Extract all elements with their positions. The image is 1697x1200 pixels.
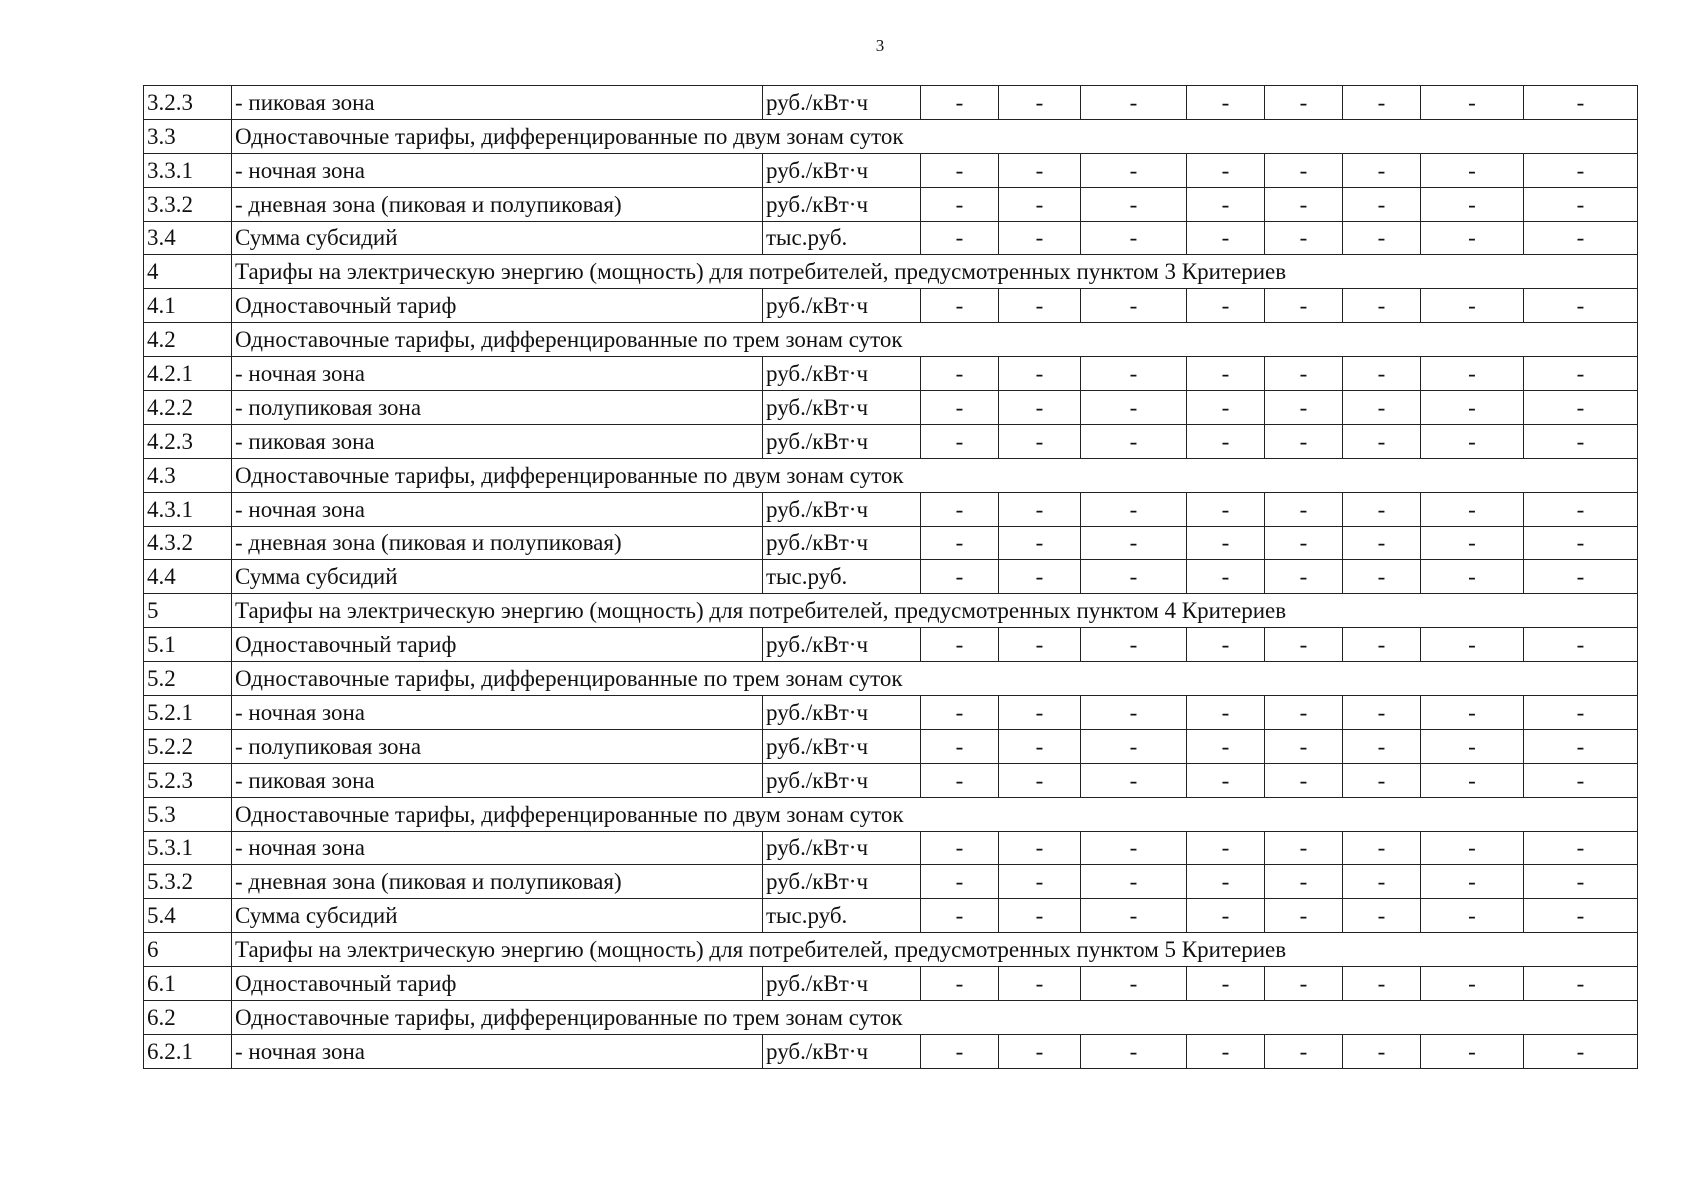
- table-row: [144, 899, 1638, 933]
- section-row: [144, 933, 1638, 967]
- value-cell: -: [1187, 391, 1265, 425]
- value-cell: -: [999, 899, 1081, 933]
- value-cell: -: [999, 560, 1081, 594]
- row-unit: руб./кВт·ч: [763, 967, 921, 1001]
- value-cell: -: [1265, 289, 1343, 323]
- row-number: 5.1: [144, 628, 232, 662]
- value-cell: -: [1265, 967, 1343, 1001]
- row-number: 6.1: [144, 967, 232, 1001]
- value-cell: -: [1081, 187, 1187, 221]
- value-cell: -: [1265, 526, 1343, 560]
- row-number: 6.2.1: [144, 1034, 232, 1068]
- row-unit: руб./кВт·ч: [763, 357, 921, 391]
- section-row: [144, 323, 1638, 357]
- row-label: - ночная зона: [232, 831, 763, 865]
- row-label: Сумма субсидий: [232, 560, 763, 594]
- value-cell: -: [1187, 357, 1265, 391]
- value-cell: -: [1421, 560, 1524, 594]
- value-cell: -: [1187, 289, 1265, 323]
- row-label: Одноставочный тариф: [232, 628, 763, 662]
- value-cell: -: [1187, 424, 1265, 458]
- value-cell: -: [1524, 628, 1638, 662]
- value-cell: -: [921, 357, 999, 391]
- value-cell: -: [1421, 391, 1524, 425]
- value-cell: -: [1421, 729, 1524, 763]
- value-cell: -: [1524, 560, 1638, 594]
- tariff-table: [143, 85, 1638, 1069]
- value-cell: -: [1187, 187, 1265, 221]
- value-cell: -: [1343, 560, 1421, 594]
- row-number: 3.3: [144, 119, 232, 153]
- value-cell: -: [1187, 1034, 1265, 1068]
- value-cell: -: [1343, 1034, 1421, 1068]
- row-unit: руб./кВт·ч: [763, 424, 921, 458]
- value-cell: -: [999, 763, 1081, 797]
- value-cell: -: [1524, 696, 1638, 730]
- value-cell: -: [1081, 391, 1187, 425]
- value-cell: -: [921, 424, 999, 458]
- value-cell: -: [1265, 899, 1343, 933]
- value-cell: -: [1265, 357, 1343, 391]
- table-row: [144, 831, 1638, 865]
- value-cell: -: [1524, 526, 1638, 560]
- table-row: [144, 696, 1638, 730]
- section-row: [144, 1001, 1638, 1035]
- section-row: [144, 594, 1638, 628]
- table-row: [144, 86, 1638, 120]
- section-title: Одноставочные тарифы, дифференцированные по трем зонам суток: [232, 662, 1638, 696]
- table-row: [144, 1034, 1638, 1068]
- row-label: - полупиковая зона: [232, 729, 763, 763]
- row-number: 4.1: [144, 289, 232, 323]
- value-cell: -: [1421, 289, 1524, 323]
- value-cell: -: [1081, 729, 1187, 763]
- row-label: - пиковая зона: [232, 424, 763, 458]
- value-cell: -: [1187, 628, 1265, 662]
- section-title: Одноставочные тарифы, дифференцированные по трем зонам суток: [232, 323, 1638, 357]
- value-cell: -: [1421, 831, 1524, 865]
- value-cell: -: [1081, 696, 1187, 730]
- row-label: - дневная зона (пиковая и полупиковая): [232, 526, 763, 560]
- row-number: 5.2.3: [144, 763, 232, 797]
- value-cell: -: [1265, 729, 1343, 763]
- value-cell: -: [921, 899, 999, 933]
- section-title: Тарифы на электрическую энергию (мощность) для потребителей, предусмотренных пунктом 3 Критериев: [232, 255, 1638, 289]
- table-row: [144, 729, 1638, 763]
- value-cell: -: [999, 187, 1081, 221]
- row-number: 5.2.2: [144, 729, 232, 763]
- value-cell: -: [1081, 763, 1187, 797]
- value-cell: -: [1187, 831, 1265, 865]
- value-cell: -: [1343, 729, 1421, 763]
- row-number: 5.2.1: [144, 696, 232, 730]
- value-cell: -: [1524, 899, 1638, 933]
- row-label: - пиковая зона: [232, 763, 763, 797]
- row-number: 4: [144, 255, 232, 289]
- row-unit: руб./кВт·ч: [763, 763, 921, 797]
- value-cell: -: [999, 628, 1081, 662]
- value-cell: -: [1187, 221, 1265, 255]
- value-cell: -: [1081, 865, 1187, 899]
- value-cell: -: [1343, 763, 1421, 797]
- section-row: [144, 119, 1638, 153]
- value-cell: -: [921, 831, 999, 865]
- value-cell: -: [1187, 526, 1265, 560]
- table-row: [144, 865, 1638, 899]
- value-cell: -: [1265, 831, 1343, 865]
- table-row: [144, 628, 1638, 662]
- row-unit: руб./кВт·ч: [763, 729, 921, 763]
- value-cell: -: [1265, 153, 1343, 187]
- value-cell: -: [1524, 187, 1638, 221]
- value-cell: -: [1524, 357, 1638, 391]
- row-label: - полупиковая зона: [232, 391, 763, 425]
- value-cell: -: [1265, 492, 1343, 526]
- table-row: [144, 221, 1638, 255]
- value-cell: -: [1524, 391, 1638, 425]
- section-row: [144, 662, 1638, 696]
- value-cell: -: [1524, 289, 1638, 323]
- row-unit: руб./кВт·ч: [763, 1034, 921, 1068]
- table-row: [144, 357, 1638, 391]
- value-cell: -: [1421, 967, 1524, 1001]
- value-cell: -: [1081, 628, 1187, 662]
- value-cell: -: [999, 86, 1081, 120]
- row-number: 4.4: [144, 560, 232, 594]
- row-number: 3.3.1: [144, 153, 232, 187]
- value-cell: -: [1265, 391, 1343, 425]
- value-cell: -: [999, 831, 1081, 865]
- value-cell: -: [1524, 865, 1638, 899]
- value-cell: -: [1081, 967, 1187, 1001]
- value-cell: -: [1081, 86, 1187, 120]
- value-cell: -: [999, 1034, 1081, 1068]
- value-cell: -: [1081, 492, 1187, 526]
- value-cell: -: [999, 729, 1081, 763]
- section-title: Одноставочные тарифы, дифференцированные по трем зонам суток: [232, 1001, 1638, 1035]
- row-number: 4.2.1: [144, 357, 232, 391]
- value-cell: -: [1421, 899, 1524, 933]
- value-cell: -: [921, 526, 999, 560]
- value-cell: -: [1265, 86, 1343, 120]
- value-cell: -: [1343, 424, 1421, 458]
- value-cell: -: [1081, 526, 1187, 560]
- value-cell: -: [921, 696, 999, 730]
- value-cell: -: [1421, 187, 1524, 221]
- value-cell: -: [1421, 86, 1524, 120]
- row-unit: руб./кВт·ч: [763, 153, 921, 187]
- section-title: Тарифы на электрическую энергию (мощность) для потребителей, предусмотренных пунктом 4 Критериев: [232, 594, 1638, 628]
- value-cell: -: [1421, 628, 1524, 662]
- table-row: [144, 492, 1638, 526]
- section-title: Одноставочные тарифы, дифференцированные по двум зонам суток: [232, 797, 1638, 831]
- value-cell: -: [1343, 391, 1421, 425]
- row-unit: руб./кВт·ч: [763, 86, 921, 120]
- value-cell: -: [999, 391, 1081, 425]
- value-cell: -: [921, 865, 999, 899]
- value-cell: -: [1343, 696, 1421, 730]
- row-label: - ночная зона: [232, 492, 763, 526]
- value-cell: -: [1343, 86, 1421, 120]
- row-label: - ночная зона: [232, 357, 763, 391]
- value-cell: -: [1187, 729, 1265, 763]
- row-label: - дневная зона (пиковая и полупиковая): [232, 865, 763, 899]
- value-cell: -: [1187, 967, 1265, 1001]
- row-label: Одноставочный тариф: [232, 967, 763, 1001]
- value-cell: -: [999, 696, 1081, 730]
- value-cell: -: [921, 289, 999, 323]
- value-cell: -: [1265, 628, 1343, 662]
- row-label: - ночная зона: [232, 153, 763, 187]
- section-title: Тарифы на электрическую энергию (мощность) для потребителей, предусмотренных пунктом 5 Критериев: [232, 933, 1638, 967]
- table-row: [144, 526, 1638, 560]
- row-label: - ночная зона: [232, 696, 763, 730]
- row-number: 3.2.3: [144, 86, 232, 120]
- value-cell: -: [921, 391, 999, 425]
- value-cell: -: [1343, 492, 1421, 526]
- value-cell: -: [921, 628, 999, 662]
- value-cell: -: [999, 289, 1081, 323]
- table-row: [144, 424, 1638, 458]
- row-number: 4.2: [144, 323, 232, 357]
- value-cell: -: [1343, 187, 1421, 221]
- value-cell: -: [1343, 221, 1421, 255]
- row-unit: руб./кВт·ч: [763, 696, 921, 730]
- row-number: 5: [144, 594, 232, 628]
- value-cell: -: [1265, 424, 1343, 458]
- value-cell: -: [1421, 357, 1524, 391]
- value-cell: -: [1343, 289, 1421, 323]
- value-cell: -: [921, 1034, 999, 1068]
- value-cell: -: [1081, 831, 1187, 865]
- value-cell: -: [1081, 424, 1187, 458]
- section-row: [144, 797, 1638, 831]
- value-cell: -: [1421, 153, 1524, 187]
- table-row: [144, 967, 1638, 1001]
- row-number: 3.3.2: [144, 187, 232, 221]
- row-number: 5.2: [144, 662, 232, 696]
- row-number: 6: [144, 933, 232, 967]
- row-label: - пиковая зона: [232, 86, 763, 120]
- row-unit: тыс.руб.: [763, 899, 921, 933]
- row-number: 5.4: [144, 899, 232, 933]
- value-cell: -: [1081, 899, 1187, 933]
- section-row: [144, 458, 1638, 492]
- section-title: Одноставочные тарифы, дифференцированные по двум зонам суток: [232, 119, 1638, 153]
- value-cell: -: [1187, 899, 1265, 933]
- value-cell: -: [1524, 492, 1638, 526]
- value-cell: -: [1524, 967, 1638, 1001]
- value-cell: -: [1265, 1034, 1343, 1068]
- row-number: 4.3.1: [144, 492, 232, 526]
- value-cell: -: [1421, 763, 1524, 797]
- row-number: 4.3: [144, 458, 232, 492]
- value-cell: -: [1343, 357, 1421, 391]
- value-cell: -: [999, 492, 1081, 526]
- value-cell: -: [1265, 763, 1343, 797]
- value-cell: -: [1524, 221, 1638, 255]
- value-cell: -: [1421, 865, 1524, 899]
- row-number: 4.3.2: [144, 526, 232, 560]
- value-cell: -: [1421, 526, 1524, 560]
- value-cell: -: [1343, 628, 1421, 662]
- value-cell: -: [1343, 967, 1421, 1001]
- row-number: 5.3: [144, 797, 232, 831]
- row-unit: руб./кВт·ч: [763, 187, 921, 221]
- section-row: [144, 255, 1638, 289]
- row-number: 5.3.1: [144, 831, 232, 865]
- value-cell: -: [921, 221, 999, 255]
- value-cell: -: [921, 492, 999, 526]
- table-body: [144, 86, 1638, 1069]
- table-row: [144, 763, 1638, 797]
- value-cell: -: [1421, 1034, 1524, 1068]
- row-number: 3.4: [144, 221, 232, 255]
- row-label: Одноставочный тариф: [232, 289, 763, 323]
- row-unit: руб./кВт·ч: [763, 526, 921, 560]
- value-cell: -: [1524, 153, 1638, 187]
- value-cell: -: [1265, 221, 1343, 255]
- value-cell: -: [921, 187, 999, 221]
- row-label: Сумма субсидий: [232, 899, 763, 933]
- table-row: [144, 187, 1638, 221]
- value-cell: -: [921, 86, 999, 120]
- value-cell: -: [1187, 86, 1265, 120]
- row-label: Сумма субсидий: [232, 221, 763, 255]
- value-cell: -: [1265, 560, 1343, 594]
- value-cell: -: [1524, 424, 1638, 458]
- table-row: [144, 289, 1638, 323]
- table-row: [144, 560, 1638, 594]
- value-cell: -: [999, 526, 1081, 560]
- value-cell: -: [1343, 153, 1421, 187]
- row-unit: руб./кВт·ч: [763, 492, 921, 526]
- row-label: - ночная зона: [232, 1034, 763, 1068]
- row-number: 5.3.2: [144, 865, 232, 899]
- table-row: [144, 391, 1638, 425]
- row-unit: руб./кВт·ч: [763, 831, 921, 865]
- value-cell: -: [1081, 357, 1187, 391]
- value-cell: -: [1081, 1034, 1187, 1068]
- value-cell: -: [999, 221, 1081, 255]
- row-unit: руб./кВт·ч: [763, 391, 921, 425]
- value-cell: -: [1343, 865, 1421, 899]
- value-cell: -: [999, 424, 1081, 458]
- value-cell: -: [1524, 729, 1638, 763]
- value-cell: -: [1187, 153, 1265, 187]
- value-cell: -: [1265, 187, 1343, 221]
- value-cell: -: [1343, 899, 1421, 933]
- value-cell: -: [1524, 763, 1638, 797]
- value-cell: -: [921, 967, 999, 1001]
- section-title: Одноставочные тарифы, дифференцированные по двум зонам суток: [232, 458, 1638, 492]
- value-cell: -: [1524, 1034, 1638, 1068]
- value-cell: -: [921, 729, 999, 763]
- row-number: 6.2: [144, 1001, 232, 1035]
- value-cell: -: [1081, 289, 1187, 323]
- value-cell: -: [1265, 696, 1343, 730]
- row-number: 4.2.2: [144, 391, 232, 425]
- value-cell: -: [1343, 526, 1421, 560]
- row-unit: руб./кВт·ч: [763, 289, 921, 323]
- value-cell: -: [1187, 492, 1265, 526]
- row-unit: руб./кВт·ч: [763, 865, 921, 899]
- row-unit: тыс.руб.: [763, 560, 921, 594]
- value-cell: -: [921, 153, 999, 187]
- value-cell: -: [1421, 696, 1524, 730]
- value-cell: -: [1187, 763, 1265, 797]
- value-cell: -: [1421, 424, 1524, 458]
- value-cell: -: [999, 865, 1081, 899]
- page-number: 3: [875, 36, 885, 55]
- value-cell: -: [1187, 696, 1265, 730]
- value-cell: -: [999, 357, 1081, 391]
- value-cell: -: [999, 967, 1081, 1001]
- value-cell: -: [1187, 865, 1265, 899]
- value-cell: -: [1081, 153, 1187, 187]
- value-cell: -: [1421, 492, 1524, 526]
- row-unit: тыс.руб.: [763, 221, 921, 255]
- row-unit: руб./кВт·ч: [763, 628, 921, 662]
- value-cell: -: [1524, 86, 1638, 120]
- table-row: [144, 153, 1638, 187]
- value-cell: -: [921, 560, 999, 594]
- value-cell: -: [1081, 221, 1187, 255]
- value-cell: -: [999, 153, 1081, 187]
- row-label: - дневная зона (пиковая и полупиковая): [232, 187, 763, 221]
- row-number: 4.2.3: [144, 424, 232, 458]
- value-cell: -: [1081, 560, 1187, 594]
- value-cell: -: [1265, 865, 1343, 899]
- value-cell: -: [1343, 831, 1421, 865]
- value-cell: -: [1421, 221, 1524, 255]
- value-cell: -: [1524, 831, 1638, 865]
- value-cell: -: [921, 763, 999, 797]
- value-cell: -: [1187, 560, 1265, 594]
